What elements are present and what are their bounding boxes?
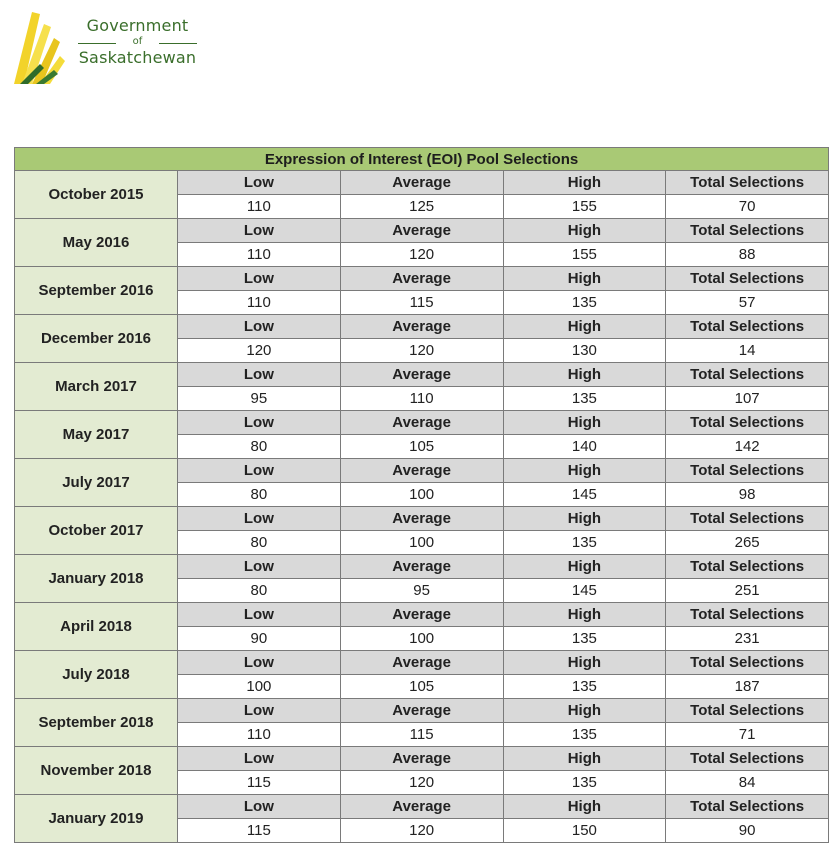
- value-high: 135: [503, 291, 666, 315]
- header-high: High: [503, 315, 666, 339]
- table-title: Expression of Interest (EOI) Pool Selections: [15, 148, 829, 171]
- value-low: 110: [178, 195, 341, 219]
- value-total: 142: [666, 435, 829, 459]
- header-total: Total Selections: [666, 219, 829, 243]
- table-header-row: [15, 459, 829, 483]
- selection-date: March 2017: [15, 363, 178, 411]
- value-low: 95: [178, 387, 341, 411]
- value-low: 90: [178, 627, 341, 651]
- value-low: 110: [178, 291, 341, 315]
- value-low: 80: [178, 579, 341, 603]
- value-high: 130: [503, 339, 666, 363]
- table-header-row: [15, 315, 829, 339]
- selection-date: July 2018: [15, 651, 178, 699]
- logo-line-of: of: [70, 37, 205, 47]
- header-average: Average: [340, 699, 503, 723]
- header-low: Low: [178, 555, 341, 579]
- header-average: Average: [340, 171, 503, 195]
- table-header-row: [15, 555, 829, 579]
- logo-line-saskatchewan: Saskatchewan: [78, 48, 197, 67]
- value-total: 187: [666, 675, 829, 699]
- selection-date: January 2019: [15, 795, 178, 843]
- header-total: Total Selections: [666, 267, 829, 291]
- header-high: High: [503, 411, 666, 435]
- table-header-row: [15, 411, 829, 435]
- value-high: 135: [503, 771, 666, 795]
- value-low: 80: [178, 483, 341, 507]
- value-total: 88: [666, 243, 829, 267]
- value-average: 125: [340, 195, 503, 219]
- header-low: Low: [178, 363, 341, 387]
- selection-date: October 2017: [15, 507, 178, 555]
- value-total: 107: [666, 387, 829, 411]
- value-total: 57: [666, 291, 829, 315]
- header-low: Low: [178, 651, 341, 675]
- header-low: Low: [178, 315, 341, 339]
- header-low: Low: [178, 603, 341, 627]
- value-high: 145: [503, 579, 666, 603]
- header-high: High: [503, 219, 666, 243]
- selection-date: July 2017: [15, 459, 178, 507]
- header-average: Average: [340, 315, 503, 339]
- header-low: Low: [178, 459, 341, 483]
- header-total: Total Selections: [666, 411, 829, 435]
- value-low: 120: [178, 339, 341, 363]
- header-total: Total Selections: [666, 603, 829, 627]
- value-high: 155: [503, 243, 666, 267]
- logo-line-government: Government: [86, 16, 189, 35]
- selection-date: April 2018: [15, 603, 178, 651]
- value-low: 110: [178, 243, 341, 267]
- value-average: 100: [340, 483, 503, 507]
- header-high: High: [503, 555, 666, 579]
- selection-date: November 2018: [15, 747, 178, 795]
- header-average: Average: [340, 507, 503, 531]
- header-low: Low: [178, 699, 341, 723]
- table-header-row: [15, 603, 829, 627]
- header-low: Low: [178, 219, 341, 243]
- selection-date: September 2018: [15, 699, 178, 747]
- header-average: Average: [340, 603, 503, 627]
- value-high: 135: [503, 387, 666, 411]
- header-high: High: [503, 699, 666, 723]
- header-high: High: [503, 267, 666, 291]
- header-average: Average: [340, 459, 503, 483]
- header-low: Low: [178, 171, 341, 195]
- value-average: 95: [340, 579, 503, 603]
- value-average: 115: [340, 723, 503, 747]
- header-high: High: [503, 747, 666, 771]
- header-total: Total Selections: [666, 555, 829, 579]
- table-header-row: [15, 795, 829, 819]
- header-average: Average: [340, 363, 503, 387]
- header-high: High: [503, 363, 666, 387]
- value-average: 120: [340, 339, 503, 363]
- header-high: High: [503, 795, 666, 819]
- value-total: 84: [666, 771, 829, 795]
- value-average: 120: [340, 771, 503, 795]
- header-high: High: [503, 507, 666, 531]
- header-low: Low: [178, 411, 341, 435]
- header-total: Total Selections: [666, 363, 829, 387]
- value-total: 98: [666, 483, 829, 507]
- table-header-row: [15, 651, 829, 675]
- selection-date: December 2016: [15, 315, 178, 363]
- value-high: 155: [503, 195, 666, 219]
- value-total: 251: [666, 579, 829, 603]
- value-high: 150: [503, 819, 666, 843]
- value-low: 115: [178, 771, 341, 795]
- header-total: Total Selections: [666, 747, 829, 771]
- value-low: 80: [178, 435, 341, 459]
- value-total: 14: [666, 339, 829, 363]
- value-low: 100: [178, 675, 341, 699]
- eoi-pool-selections-table: [14, 147, 829, 843]
- value-low: 110: [178, 723, 341, 747]
- header-total: Total Selections: [666, 171, 829, 195]
- table-header-row: [15, 363, 829, 387]
- value-high: 135: [503, 531, 666, 555]
- table-header-row: [15, 699, 829, 723]
- header-total: Total Selections: [666, 315, 829, 339]
- header-average: Average: [340, 555, 503, 579]
- value-average: 115: [340, 291, 503, 315]
- value-low: 115: [178, 819, 341, 843]
- government-logo: [10, 8, 210, 88]
- header-high: High: [503, 171, 666, 195]
- header-average: Average: [340, 267, 503, 291]
- selection-date: May 2016: [15, 219, 178, 267]
- value-average: 120: [340, 819, 503, 843]
- header-total: Total Selections: [666, 795, 829, 819]
- table-header-row: [15, 507, 829, 531]
- header-low: Low: [178, 747, 341, 771]
- header-high: High: [503, 459, 666, 483]
- header-average: Average: [340, 219, 503, 243]
- value-high: 135: [503, 675, 666, 699]
- value-average: 105: [340, 675, 503, 699]
- value-high: 135: [503, 627, 666, 651]
- selection-date: January 2018: [15, 555, 178, 603]
- header-high: High: [503, 603, 666, 627]
- header-average: Average: [340, 651, 503, 675]
- value-total: 265: [666, 531, 829, 555]
- value-high: 140: [503, 435, 666, 459]
- header-total: Total Selections: [666, 507, 829, 531]
- header-average: Average: [340, 795, 503, 819]
- logo-wordmark: [70, 18, 205, 66]
- value-average: 100: [340, 627, 503, 651]
- value-total: 231: [666, 627, 829, 651]
- selection-date: October 2015: [15, 171, 178, 219]
- value-high: 145: [503, 483, 666, 507]
- value-average: 120: [340, 243, 503, 267]
- value-total: 90: [666, 819, 829, 843]
- wheat-sheaf-icon: [10, 8, 72, 88]
- header-total: Total Selections: [666, 699, 829, 723]
- selection-date: May 2017: [15, 411, 178, 459]
- table-header-row: [15, 219, 829, 243]
- table-header-row: [15, 267, 829, 291]
- value-average: 105: [340, 435, 503, 459]
- header-average: Average: [340, 747, 503, 771]
- table-header-row: [15, 171, 829, 195]
- value-average: 110: [340, 387, 503, 411]
- value-total: 71: [666, 723, 829, 747]
- header-average: Average: [340, 411, 503, 435]
- selection-date: September 2016: [15, 267, 178, 315]
- value-low: 80: [178, 531, 341, 555]
- header-high: High: [503, 651, 666, 675]
- value-average: 100: [340, 531, 503, 555]
- header-low: Low: [178, 267, 341, 291]
- header-total: Total Selections: [666, 459, 829, 483]
- table-header-row: [15, 747, 829, 771]
- value-total: 70: [666, 195, 829, 219]
- header-low: Low: [178, 795, 341, 819]
- header-total: Total Selections: [666, 651, 829, 675]
- header-low: Low: [178, 507, 341, 531]
- value-high: 135: [503, 723, 666, 747]
